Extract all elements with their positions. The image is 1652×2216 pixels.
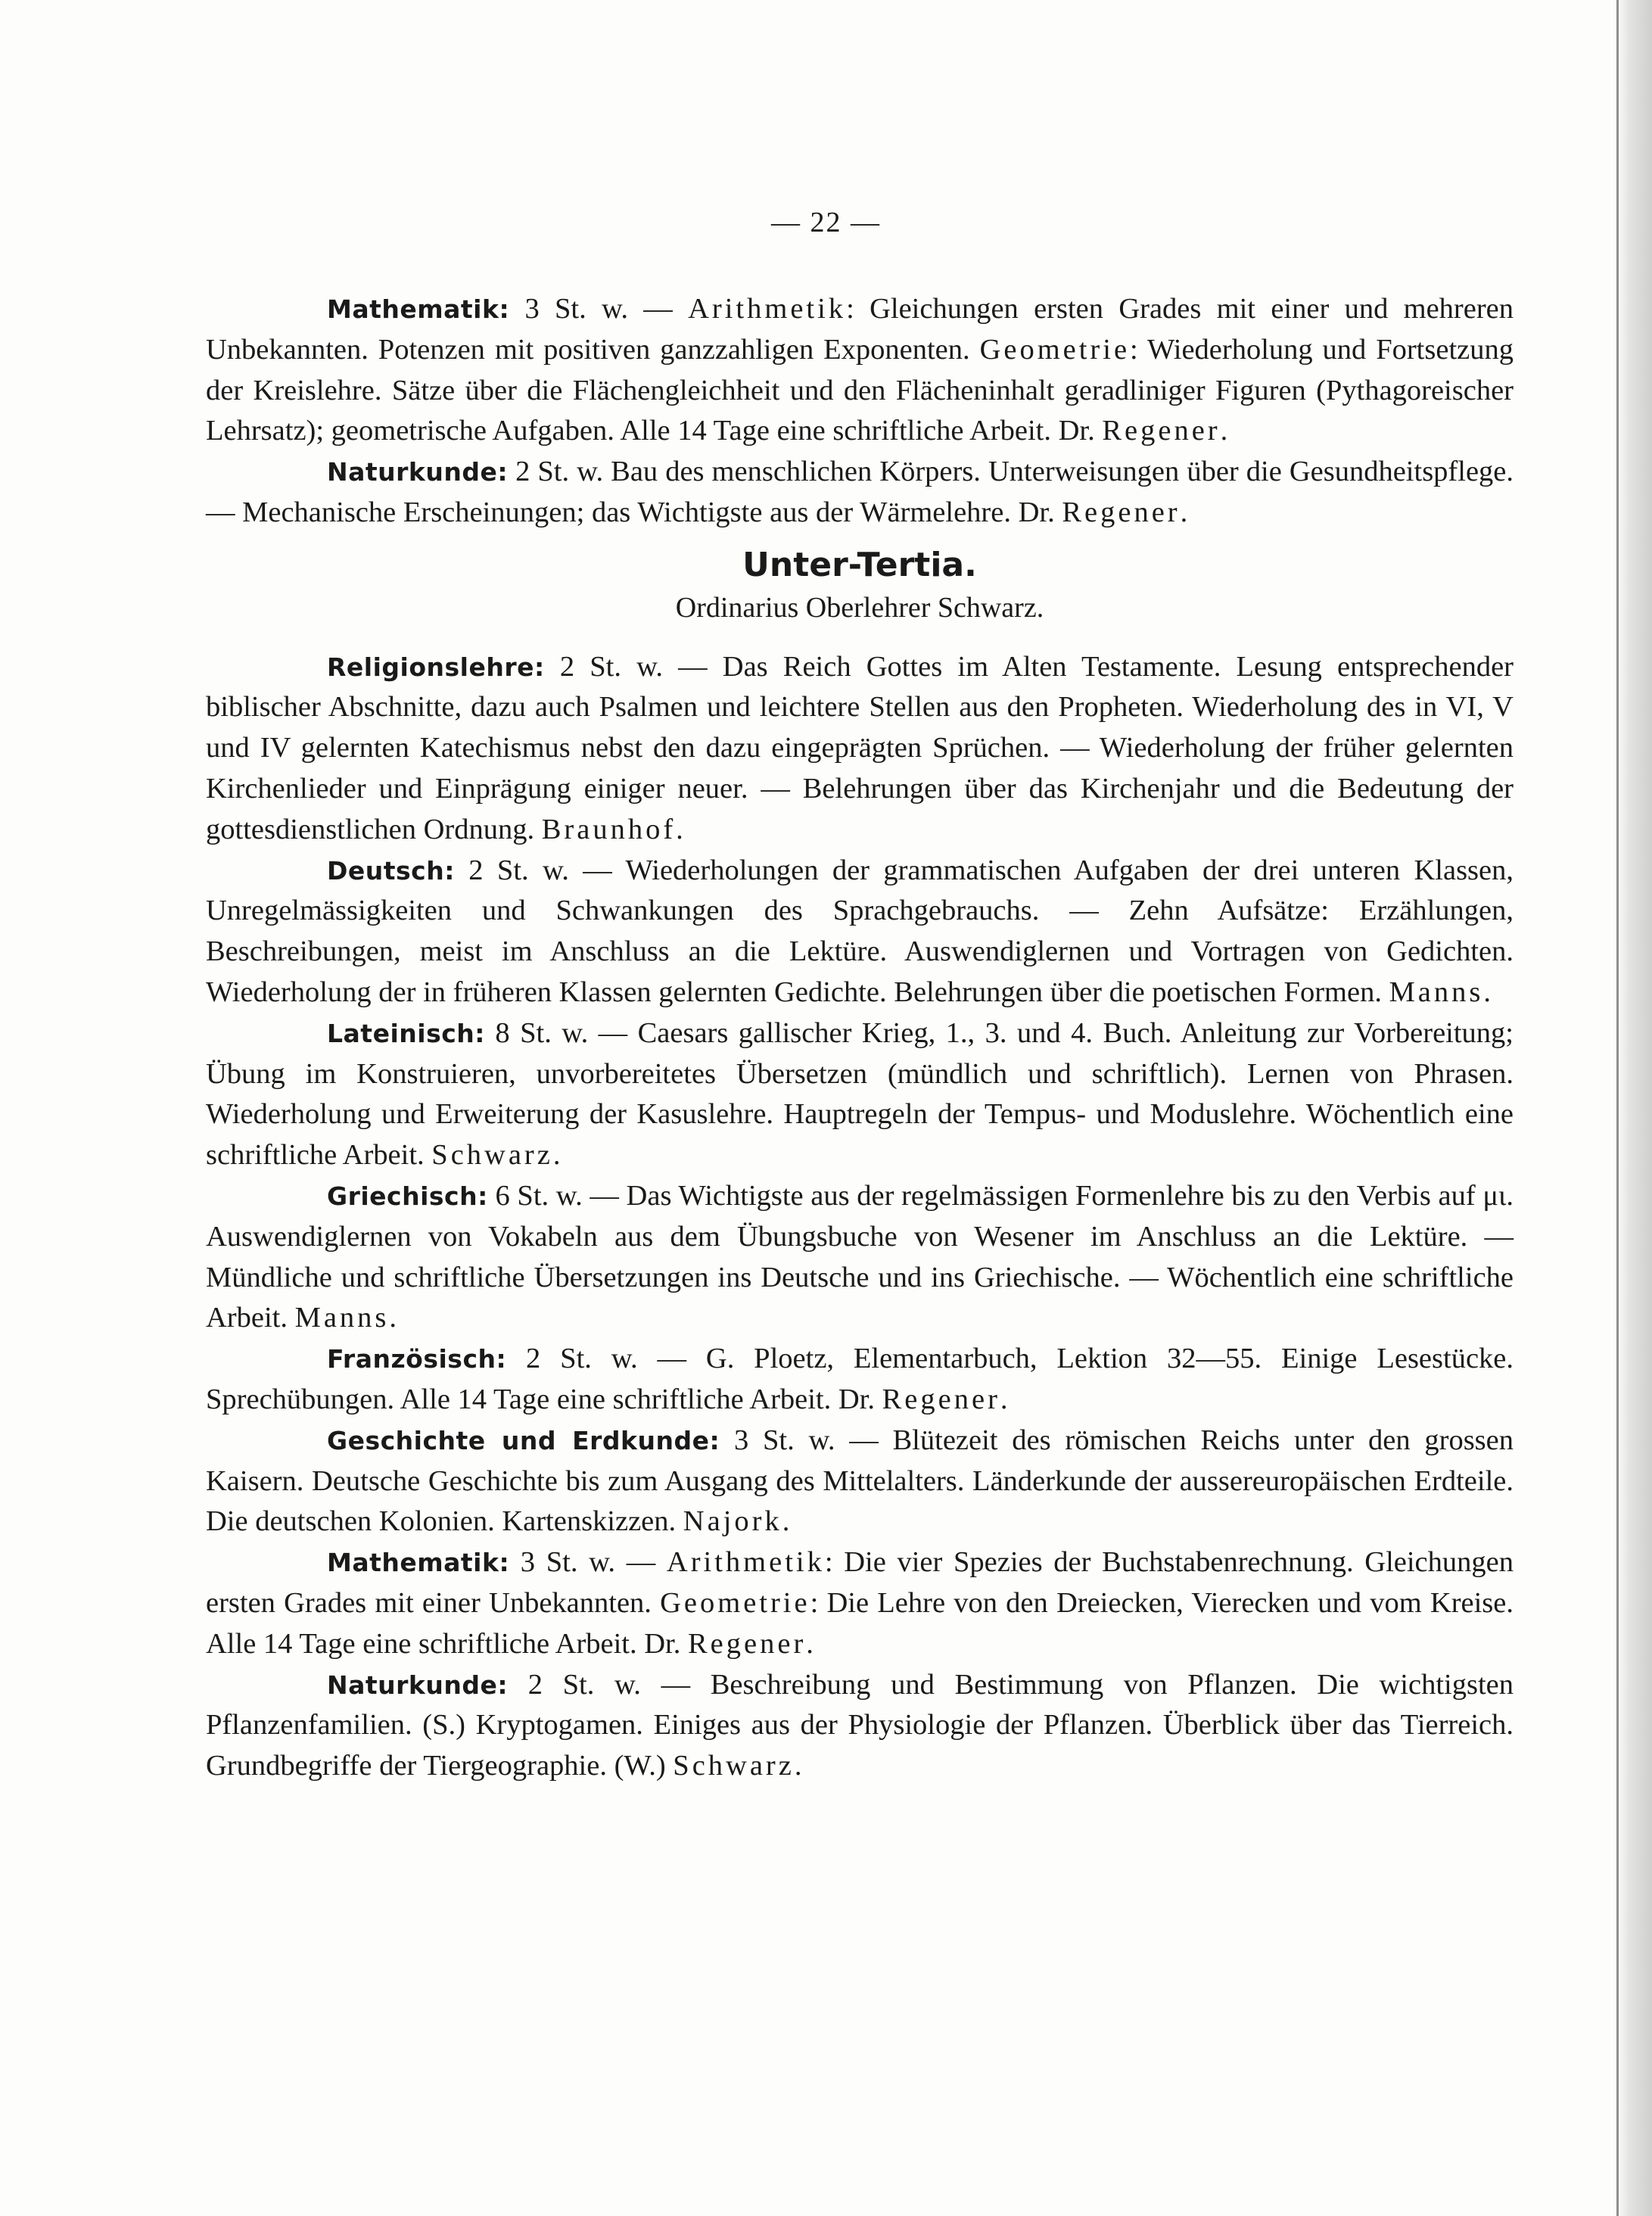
subject-label: Mathematik:	[327, 294, 510, 324]
subject-label: Geschichte und Erdkunde:	[327, 1425, 720, 1455]
curriculum-paragraph: Geschichte und Erdkunde: 3 St. w. — Blütezeit des römischen Reichs unter den grossen Kaisern. Deutsche Geschichte bis zum Ausgang des Mittelalters. Länderkunde der aussereuropäischen Erdteile. Die deutschen Kolonien. Kartenskizzen. Najork.	[206, 1424, 1514, 1538]
curriculum-paragraph: Mathematik: 3 St. w. — Arithmetik: Die vier Spezies der Buchstabenrechnung. Gleichungen ersten Grades mit einer Unbekannten. Geometrie: Die Lehre von den Dreiecken, Vierecken und vom Kreise. Alle 14 Tage eine schriftliche Arbeit. Dr. Regener.	[206, 1546, 1514, 1660]
body-text	[206, 289, 1514, 1787]
curriculum-paragraph: Französisch: 2 St. w. — G. Ploetz, Elementarbuch, Lektion 32—55. Einige Lesestücke. Sprechübungen. Alle 14 Tage eine schriftliche Arbeit. Dr. Regener.	[206, 1343, 1514, 1415]
curriculum-paragraph: Mathematik: 3 St. w. — Arithmetik: Gleichungen ersten Grades mit einer und mehreren Unbekannten. Potenzen mit positiven ganzzahligen Exponenten. Geometrie: Wiederholung und Fortsetzung der Kreislehre. Sätze über die Flächengleichheit und den Flächeninhalt geradliniger Figuren (Pythagoreischer Lehrsatz); geometrische Aufgaben. Alle 14 Tage eine schriftliche Arbeit. Dr. Regener.	[206, 293, 1514, 447]
page-number: — 22 —	[771, 207, 881, 238]
spaced-term: Arithmetik	[666, 1546, 825, 1579]
subject-label: Naturkunde:	[327, 1670, 509, 1700]
curriculum-paragraph: Naturkunde: 2 St. w. — Beschreibung und Bestimmung von Pflanzen. Die wichtigsten Pflanzenfamilien. (S.) Kryptogamen. Einiges aus der Physiologie der Pflanzen. Überblick über das Tierreich. Grundbegriffe der Tiergeographie. (W.) Schwarz.	[206, 1668, 1514, 1782]
teacher-name: Manns	[294, 1302, 390, 1334]
page-edge-shadow	[1616, 0, 1652, 2216]
spaced-term: Geometrie	[979, 333, 1131, 366]
subject-label: Deutsch:	[327, 855, 455, 885]
section-heading: Unter-Tertia.	[742, 545, 977, 584]
spaced-term: Geometrie	[660, 1586, 810, 1619]
teacher-name: Regener	[688, 1627, 807, 1660]
teacher-name: Schwarz	[673, 1750, 795, 1782]
curriculum-paragraph: Lateinisch: 8 St. w. — Caesars gallischer Krieg, 1., 3. und 4. Buch. Anleitung zur Vorbereitung; Übung im Konstruieren, unvorbereitetes Übersetzen (mündlich und schriftlich). Lernen von Phrasen. Wiederholung und Erweiterung der Kasuslehre. Hauptregeln der Tempus- und Moduslehre. Wöchentlich eine schriftliche Arbeit. Schwarz.	[206, 1016, 1514, 1172]
teacher-name: Schwarz	[431, 1139, 553, 1172]
teacher-name: Regener	[882, 1383, 1000, 1415]
subject-label: Naturkunde:	[327, 457, 509, 487]
subject-label: Französisch:	[327, 1344, 507, 1374]
teacher-name: Regener	[1062, 496, 1181, 528]
paragraphs-after-heading	[206, 647, 1514, 1787]
curriculum-paragraph: Deutsch: 2 St. w. — Wiederholungen der grammatischen Aufgaben der drei unteren Klassen, Unregelmässigkeiten und Schwankungen des Sprachgebrauchs. — Zehn Aufsätze: Erzählungen, Beschreibungen, meist im Anschluss an die Lektüre. Auswendiglernen und Vortragen von Gedichten. Wiederholung der in früheren Klassen gelernten Gedichte. Belehrungen über die poetischen Formen. Manns.	[206, 854, 1514, 1008]
curriculum-paragraph: Griechisch: 6 St. w. — Das Wichtigste aus der regelmässigen Formenlehre bis zu den Verbis auf μι. Auswendiglernen von Vokabeln aus dem Übungsbuche von Wesener im Anschluss an die Lektüre. — Mündliche und schriftliche Übersetzungen ins Deutsche und ins Griechische. — Wöchentlich eine schriftliche Arbeit. Manns.	[206, 1179, 1514, 1334]
subject-label: Religionslehre:	[327, 652, 545, 682]
teacher-name: Regener	[1102, 415, 1221, 447]
subject-label: Mathematik:	[327, 1548, 510, 1578]
page-edge-line	[1616, 0, 1619, 2216]
teacher-name: Najork	[683, 1505, 782, 1538]
teacher-name: Manns	[1389, 976, 1484, 1008]
subject-label: Lateinisch:	[327, 1018, 485, 1048]
teacher-name: Braunhof	[541, 813, 677, 845]
section-subheading: Ordinarius Oberlehrer Schwarz.	[675, 591, 1044, 624]
curriculum-paragraph: Naturkunde: 2 St. w. Bau des menschlichen Körpers. Unterweisungen über die Gesundheitspflege. — Mechanische Erscheinungen; das Wichtigste aus der Wärmelehre. Dr. Regener.	[206, 456, 1514, 528]
paragraphs-before-heading	[206, 289, 1514, 534]
spaced-term: Arithmetik	[688, 293, 847, 325]
subject-label: Griechisch:	[327, 1181, 488, 1211]
curriculum-paragraph: Religionslehre: 2 St. w. — Das Reich Gottes im Alten Testamente. Lesung entsprechender biblischer Abschnitte, dazu auch Psalmen und leichtere Stellen aus den Propheten. Wiederholung des in VI, V und IV gelernten Katechismus nebst den dazu eingeprägten Sprüchen. — Wiederholung der früher gelernten Kirchenlieder und Einprägung einiger neuer. — Belehrungen über das Kirchenjahr und die Bedeutung der gottesdienstlichen Ordnung. Braunhof.	[206, 650, 1514, 845]
